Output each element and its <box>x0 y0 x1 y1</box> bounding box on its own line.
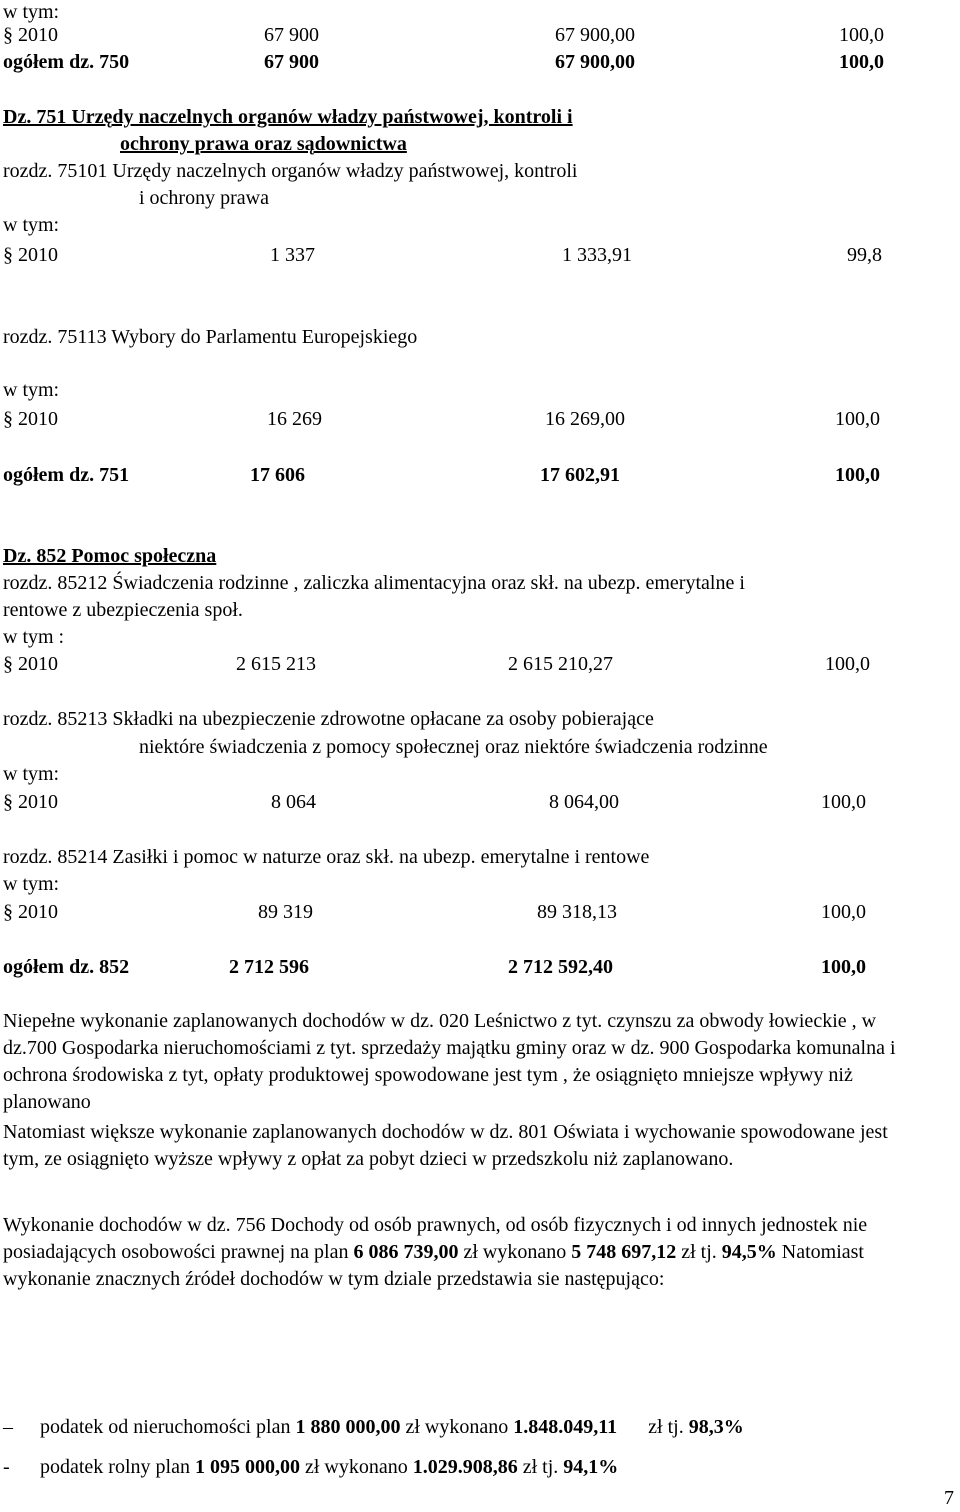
chapter-heading-continued: i ochrony prawa <box>139 187 269 209</box>
w-tym-label: w tym: <box>3 873 60 895</box>
w-tym-label: w tym : <box>3 626 65 648</box>
exec-amount: 1.029.908,86 <box>412 1456 518 1478</box>
plan-value: 16 269 <box>267 408 322 430</box>
narrative-paragraph <box>3 1212 913 1293</box>
exec-value: 2 615 210,27 <box>508 653 613 675</box>
bullet-text: zł wykonano <box>299 1456 413 1478</box>
paragraph-code: § 2010 <box>3 901 58 923</box>
paragraph-code: § 2010 <box>3 244 58 266</box>
total-plan-value: 17 606 <box>250 464 305 486</box>
w-tym-label: w tym: <box>3 214 60 236</box>
percent-value: 100,0 <box>839 24 884 46</box>
paragraph-text: zł tj. <box>676 1241 722 1263</box>
percent-amount: 98,3% <box>688 1416 744 1438</box>
exec-value: 67 900,00 <box>555 24 635 46</box>
w-tym-label: w tym: <box>3 763 60 785</box>
bullet-text: zł tj. <box>517 1456 564 1478</box>
paragraph-code: § 2010 <box>3 653 58 675</box>
exec-amount: 5 748 697,12 <box>571 1241 677 1263</box>
percent-value: 100,0 <box>821 791 866 813</box>
exec-value: 8 064,00 <box>549 791 619 813</box>
percent-amount: 94,1% <box>563 1456 619 1478</box>
page-number: 7 <box>944 1487 954 1509</box>
bullet-item <box>40 1415 744 1439</box>
total-percent-value: 100,0 <box>835 464 880 486</box>
plan-amount: 1 095 000,00 <box>194 1456 300 1478</box>
plan-value: 1 337 <box>270 244 315 266</box>
percent-value: 100,0 <box>821 901 866 923</box>
paragraph-code: § 2010 <box>3 24 58 46</box>
paragraph-text: Wykonanie dochodów w dz. 756 Dochody od osób prawnych, od osób fizycznych i od innych jednostek nie posiadających osobowości prawnej na plan <box>3 1214 868 1263</box>
percent-value: 99,8 <box>847 244 882 266</box>
plan-value: 67 900 <box>264 24 319 46</box>
exec-value: 16 269,00 <box>545 408 625 430</box>
section-total-label: ogółem dz. 751 <box>3 464 130 486</box>
percent-amount: 94,5% <box>721 1241 777 1263</box>
total-plan-value: 67 900 <box>264 51 319 73</box>
total-exec-value: 67 900,00 <box>555 51 635 73</box>
w-tym-label: w tym: <box>3 379 60 401</box>
bullet-text: podatek rolny plan <box>40 1456 195 1478</box>
bullet-item <box>40 1455 618 1479</box>
paragraph-text: Natomiast wykonanie znacznych źródeł dochodów w tym dziale przedstawia sie następująco: <box>3 1241 864 1290</box>
chapter-heading: rozdz. 75101 Urzędy naczelnych organów władzy państwowej, kontroli <box>3 160 578 182</box>
w-tym-label: w tym: <box>3 1 60 23</box>
chapter-heading: rozdz. 75113 Wybory do Parlamentu Europejskiego <box>3 326 418 348</box>
bullet-dash: - <box>3 1456 10 1478</box>
chapter-heading: rozdz. 85212 Świadczenia rodzinne , zaliczka alimentacyjna oraz skł. na ubezp. emerytalne i <box>3 572 745 594</box>
percent-value: 100,0 <box>825 653 870 675</box>
exec-amount: 1.848.049,11 <box>513 1416 618 1438</box>
chapter-heading-continued: niektóre świadczenia z pomocy społecznej oraz niektóre świadczenia rodzinne <box>139 736 768 758</box>
bullet-text: podatek od nieruchomości plan <box>40 1416 296 1438</box>
paragraph-text: zł wykonano <box>458 1241 572 1263</box>
section-total-label: ogółem dz. 750 <box>3 51 130 73</box>
total-exec-value: 17 602,91 <box>540 464 620 486</box>
bullet-dash: – <box>3 1416 13 1438</box>
bullet-text: zł wykonano <box>400 1416 514 1438</box>
plan-value: 2 615 213 <box>236 653 316 675</box>
section-heading: Dz. 751 Urzędy naczelnych organów władzy państwowej, kontroli i <box>3 106 573 128</box>
chapter-heading: rozdz. 85213 Składki na ubezpieczenie zdrowotne opłacane za osoby pobierające <box>3 708 654 730</box>
chapter-heading: rozdz. 85214 Zasiłki i pomoc w naturze oraz skł. na ubezp. emerytalne i rentowe <box>3 846 650 868</box>
total-exec-value: 2 712 592,40 <box>508 956 613 978</box>
plan-value: 8 064 <box>271 791 316 813</box>
total-plan-value: 2 712 596 <box>229 956 309 978</box>
plan-amount: 6 086 739,00 <box>353 1241 459 1263</box>
plan-amount: 1 880 000,00 <box>295 1416 401 1438</box>
bullet-text: zł tj. <box>643 1416 689 1438</box>
paragraph-code: § 2010 <box>3 408 58 430</box>
section-heading-continued: ochrony prawa oraz sądownictwa <box>120 133 407 155</box>
total-percent-value: 100,0 <box>839 51 884 73</box>
section-total-label: ogółem dz. 852 <box>3 956 130 978</box>
chapter-heading-continued: rentowe z ubezpieczenia społ. <box>3 599 243 621</box>
total-percent-value: 100,0 <box>821 956 866 978</box>
exec-value: 1 333,91 <box>562 244 632 266</box>
plan-value: 89 319 <box>258 901 313 923</box>
narrative-paragraph: Niepełne wykonanie zaplanowanych dochodów w dz. 020 Leśnictwo z tyt. czynszu za obwody łowieckie , w dz.700 Gospodarka nieruchomościami z tyt. sprzedaży majątku gminy oraz w dz. 900 Gospodarka komunalna i ochrona środowiska z tyt, opłaty produktowej spowodowane jest tym , że osiągnięto mniejsze wpływy niż planowano <box>3 1010 896 1113</box>
paragraph-code: § 2010 <box>3 791 58 813</box>
exec-value: 89 318,13 <box>537 901 617 923</box>
percent-value: 100,0 <box>835 408 880 430</box>
section-heading: Dz. 852 Pomoc społeczna <box>3 545 217 567</box>
narrative-paragraph: Natomiast większe wykonanie zaplanowanych dochodów w dz. 801 Oświata i wychowanie spowodowane jest tym, ze osiągnięto wyższe wpływy z opłat za pobyt dzieci w przedszkolu niż zaplanowano. <box>3 1121 888 1170</box>
